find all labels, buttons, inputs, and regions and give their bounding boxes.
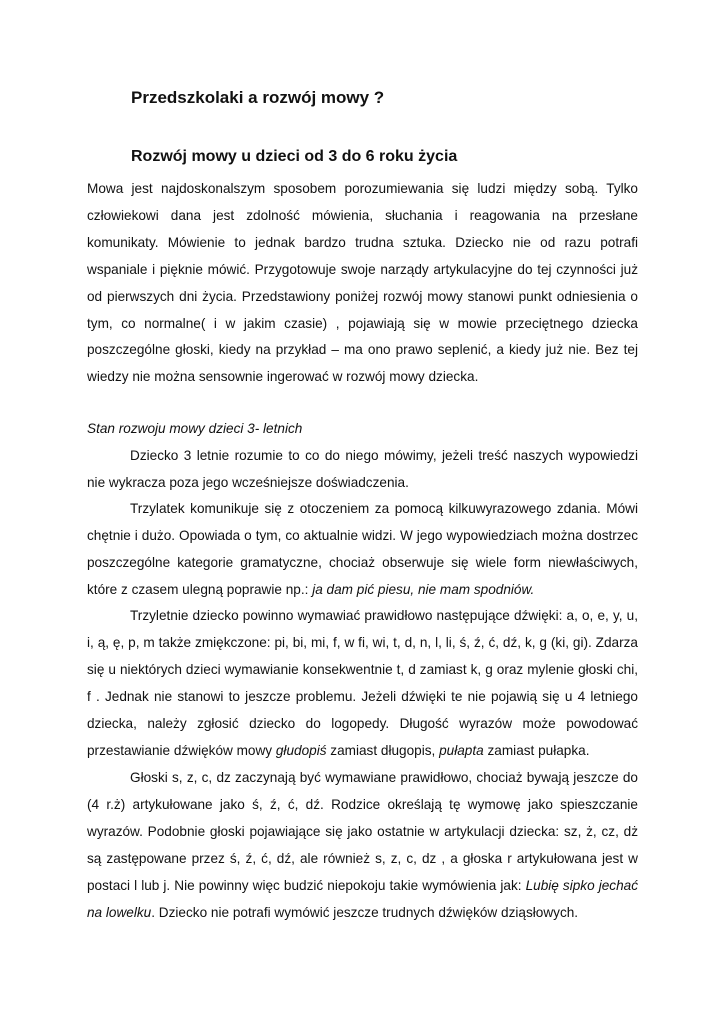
paragraph-text: Głoski s, z, c, dz zaczynają być wymawiane prawidłowo, chociaż bywają jeszcze do (4 r.ż) artykułowane jako ś, ź, ć, dź. Rodzice określają tę wymowę jako spieszczanie wyrazów. Podobnie głoski pojawiające się jako ostatnie w artykulacji dziecka: sz, ż, cz, dż są zastępowane przez ś, ź, ć, dź, ale również s, z, c, dz , a głoska r artykułowana jest w postaci l lub j. Nie powinny więc budzić niepokoju takie wymówienia jak: bbox=[87, 770, 638, 893]
speech-example: Lubię sipko jechać na lowelku bbox=[87, 877, 638, 920]
intro-paragraph: Mowa jest najdoskonalszym sposobem porozumiewania się ludzi między sobą. Tylko człowiekowi dana jest zdolność mówienia, słuchania i reagowania na przesłane komunikaty. Mówienie to jednak bardzo trudna sztuka. Dziecko nie od razu potrafi wspaniale i pięknie mówić. Przygotowuje swoje narządy artykulacyjne do tej czynności już od pierwszych dni życia. Przedstawiony poniżej rozwój mowy stanowi punkt odniesienia o tym, co normalne( i w jakim czasie) , pojawiają się w mowie przeciętnego dziecka poszczególne głoski, kiedy na przykład – ma ono prawo seplenić, a kiedy już nie. Bez tej wiedzy nie można sensownie ingerować w rozwój mowy dziecka. bbox=[87, 181, 638, 385]
speech-example: głudopiś bbox=[275, 742, 327, 758]
paragraph-sounds bbox=[87, 603, 638, 764]
paragraph-text: zamiast długopis, bbox=[326, 742, 440, 758]
paragraph-communication bbox=[87, 496, 638, 604]
paragraph-comprehension: Dziecko 3 letnie rozumie to co do niego mówimy, jeżeli treść naszych wypowiedzi nie wykracza poza jego wcześniejsze doświadczenia. bbox=[87, 448, 638, 490]
paragraph-text: . Dziecko nie potrafi wymówić jeszcze trudnych dźwięków dziąsłowych. bbox=[151, 904, 579, 920]
section-title: Stan rozwoju mowy dzieci 3- letnich bbox=[87, 421, 303, 436]
page-subtitle: Rozwój mowy u dzieci od 3 do 6 roku życia bbox=[131, 148, 458, 165]
paragraph-sibilants bbox=[87, 765, 638, 926]
paragraph-text: Trzyletnie dziecko powinno wymawiać prawidłowo następujące dźwięki: a, o, e, y, u, i, ą, ę, p, m także zmiękczone: pi, bi, mi, f, w fi, wi, t, d, n, l, li, ś, ź, ć, dź, k, g (ki, gi). Zdarza się u niektórych dzieci wymawianie konsekwentnie t, d zamiast k, g oraz mylenie głoski chi, f . Jednak nie stanowi to jeszcze problemu. Jeżeli dźwięki te nie pojawią się u 4 letniego dziecka, należy zgłosić dziecko do logopedy. Długość wyrazów może powodować przestawianie dźwięków mowy bbox=[87, 608, 638, 758]
paragraph-text: zamiast pułapka. bbox=[483, 742, 590, 758]
speech-example: ja dam pić piesu, nie mam spodniów. bbox=[312, 581, 535, 597]
speech-example: pułapta bbox=[439, 742, 484, 758]
paragraph-text: Trzylatek komunikuje się z otoczeniem za pomocą kilkuwyrazowego zdania. Mówi chętnie i dużo. Opowiada o tym, co aktualnie widzi. W jego wypowiedziach można dostrzec poszczególne kategorie gramatyczne, chociaż obserwuje się wiele form niewłaściwych, które z czasem ulegną poprawie np.: bbox=[87, 501, 638, 597]
page-title: Przedszkolaki a rozwój mowy ? bbox=[131, 88, 385, 107]
